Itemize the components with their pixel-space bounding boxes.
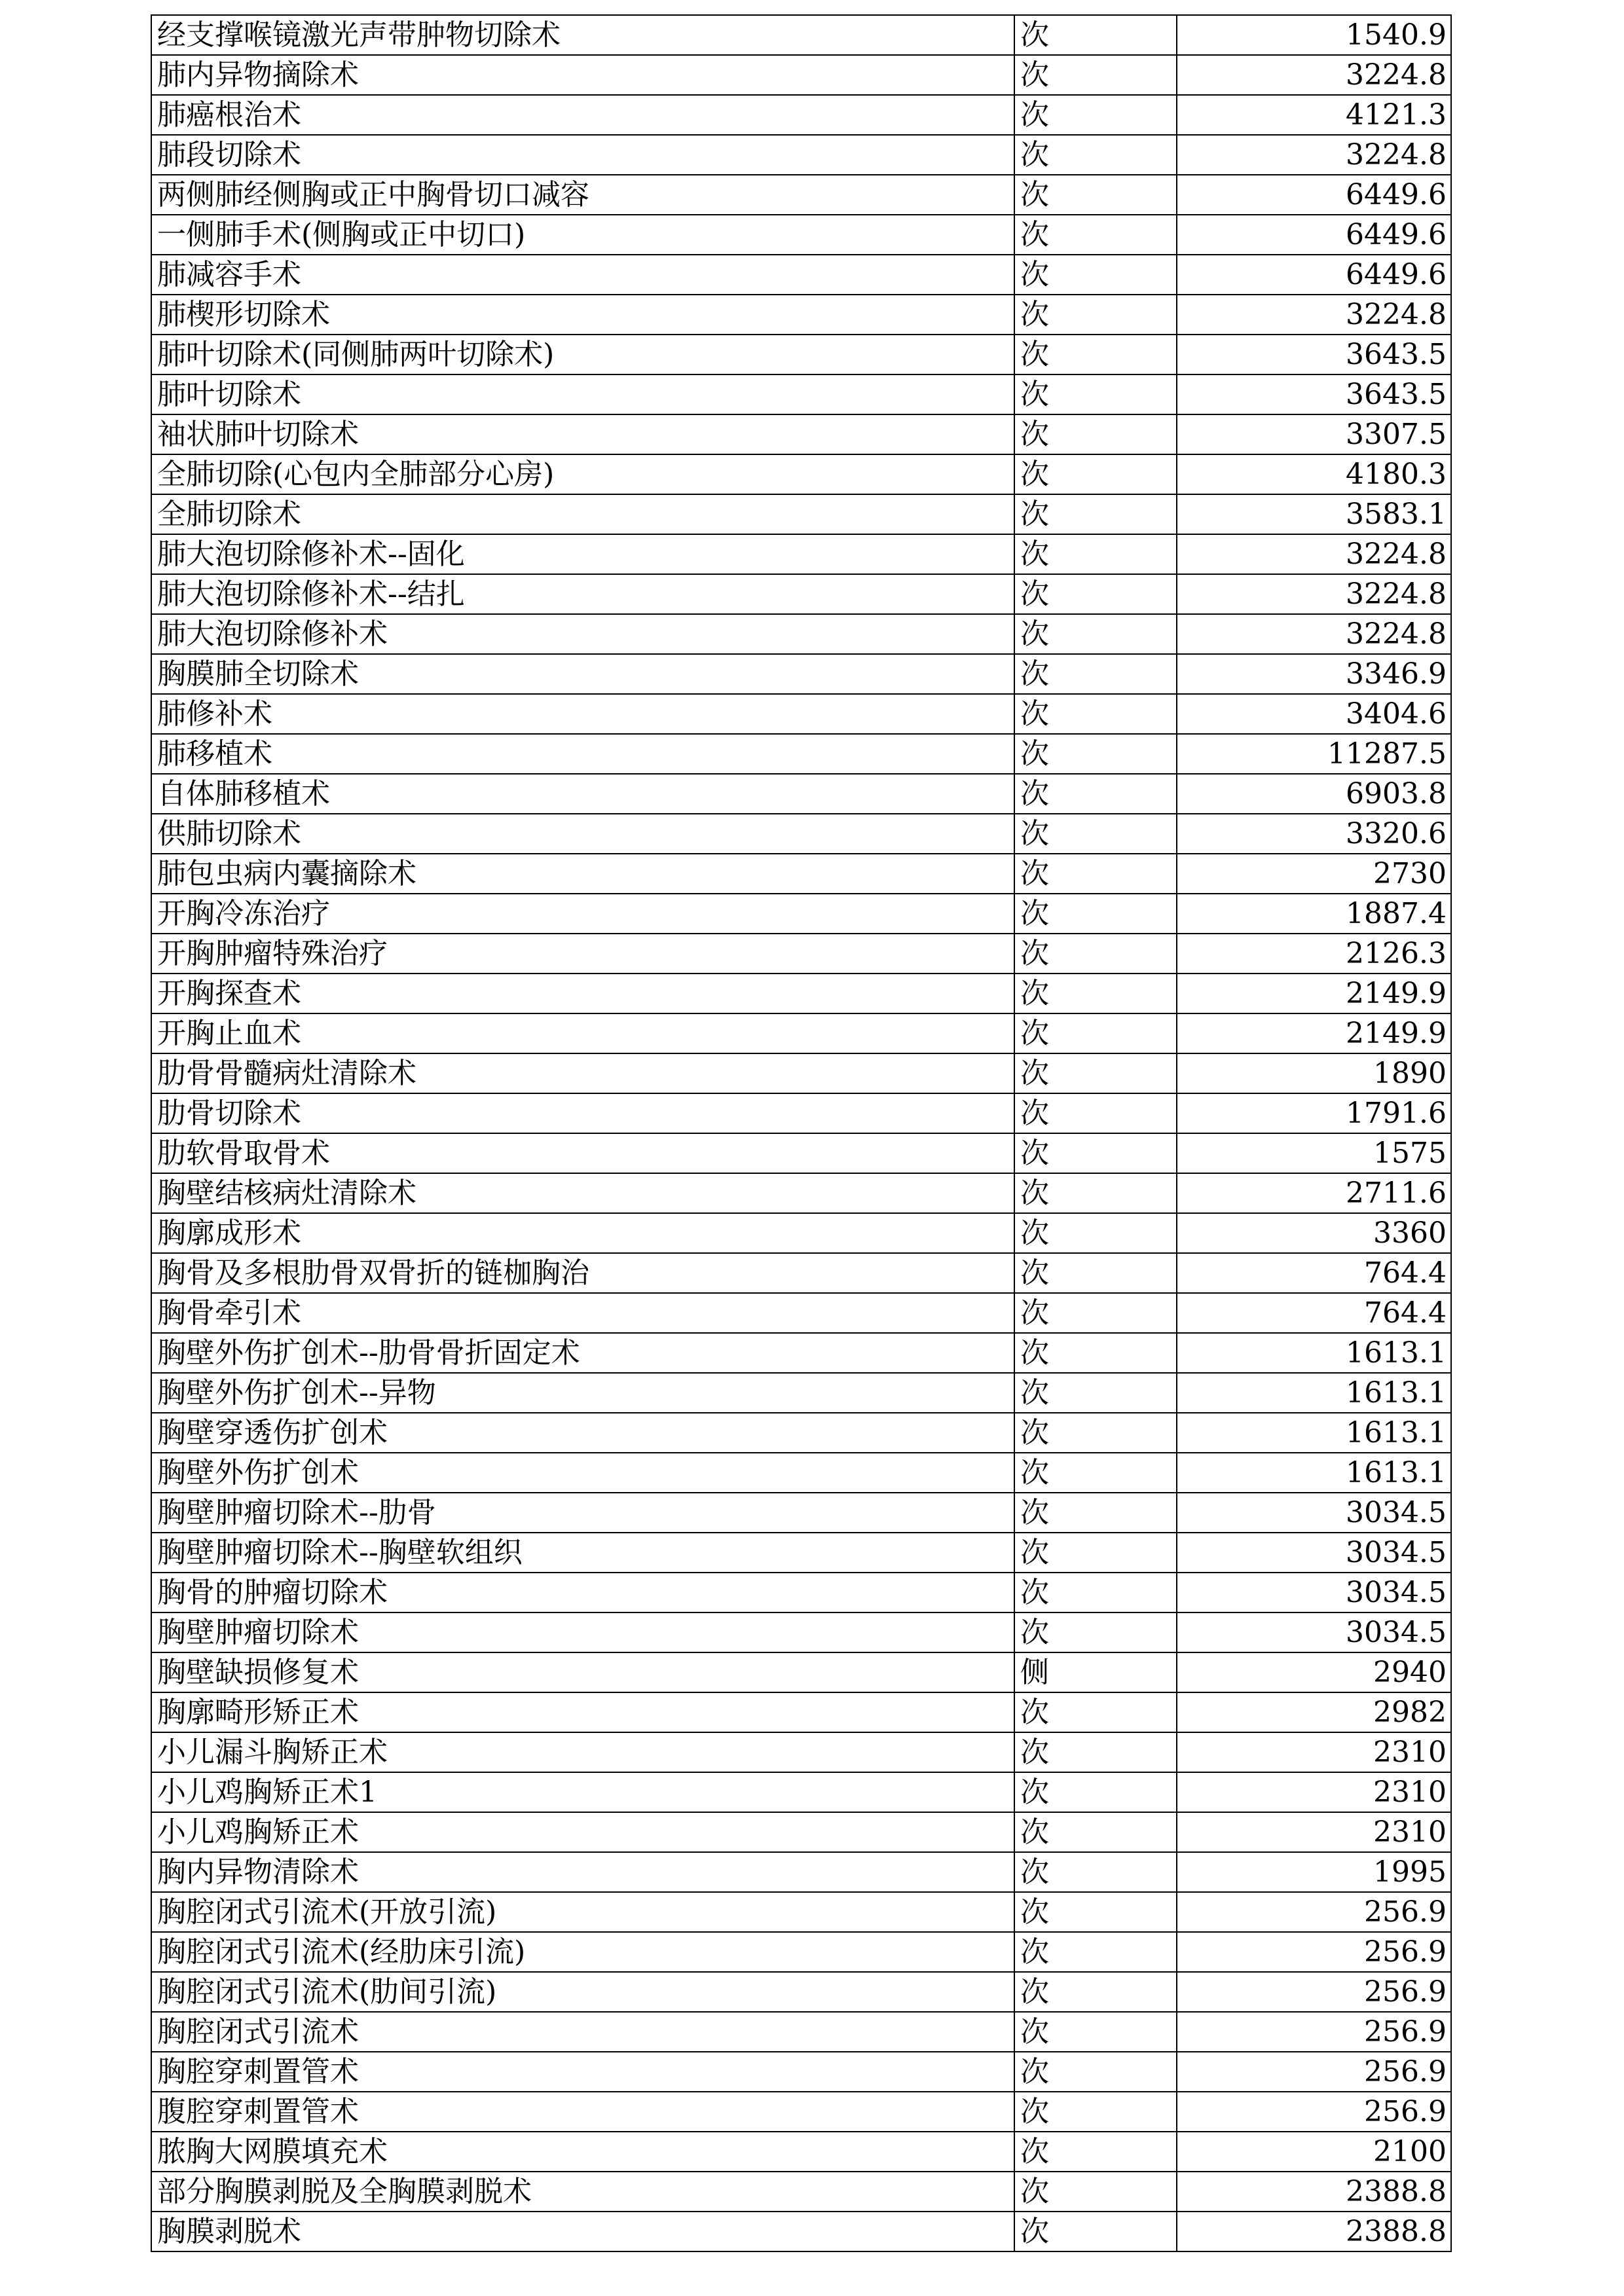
price-cell: 3583.1 <box>1177 494 1451 534</box>
procedure-name-cell: 肋骨切除术 <box>151 1093 1014 1133</box>
price-cell: 4121.3 <box>1177 95 1451 135</box>
table-row <box>151 1613 1451 1652</box>
unit-cell: 次 <box>1014 1293 1177 1333</box>
unit-cell: 次 <box>1014 1493 1177 1533</box>
price-cell: 3643.5 <box>1177 335 1451 374</box>
price-cell: 3360 <box>1177 1213 1451 1253</box>
price-cell: 3224.8 <box>1177 614 1451 654</box>
price-cell: 3404.6 <box>1177 694 1451 734</box>
procedure-name-cell: 经支撑喉镜激光声带肿物切除术 <box>151 15 1014 55</box>
table-row <box>151 1972 1451 2012</box>
price-cell: 2940 <box>1177 1652 1451 1692</box>
table-body <box>151 15 1451 2251</box>
unit-cell: 次 <box>1014 374 1177 414</box>
table-row <box>151 1133 1451 1173</box>
price-cell: 3034.5 <box>1177 1533 1451 1573</box>
table-row <box>151 1932 1451 1972</box>
price-cell: 2149.9 <box>1177 1013 1451 1053</box>
table-row <box>151 1333 1451 1373</box>
unit-cell: 次 <box>1014 1133 1177 1173</box>
price-cell: 1613.1 <box>1177 1373 1451 1413</box>
unit-cell: 次 <box>1014 175 1177 215</box>
procedure-name-cell: 胸腔穿刺置管术 <box>151 2052 1014 2092</box>
price-cell: 3034.5 <box>1177 1613 1451 1652</box>
unit-cell: 次 <box>1014 894 1177 934</box>
table-row <box>151 1852 1451 1892</box>
unit-cell: 次 <box>1014 1013 1177 1053</box>
price-cell: 2388.8 <box>1177 2172 1451 2212</box>
unit-cell: 次 <box>1014 295 1177 335</box>
unit-cell: 次 <box>1014 574 1177 614</box>
table-row <box>151 1413 1451 1453</box>
price-cell: 3307.5 <box>1177 414 1451 454</box>
unit-cell: 次 <box>1014 974 1177 1013</box>
table-row <box>151 15 1451 55</box>
procedure-name-cell: 肋软骨取骨术 <box>151 1133 1014 1173</box>
price-cell: 3320.6 <box>1177 814 1451 854</box>
table-row <box>151 934 1451 974</box>
price-cell: 6449.6 <box>1177 175 1451 215</box>
price-cell: 2310 <box>1177 1812 1451 1852</box>
table-row <box>151 894 1451 934</box>
price-cell: 6903.8 <box>1177 774 1451 814</box>
price-cell: 2388.8 <box>1177 2212 1451 2251</box>
table-row <box>151 2132 1451 2172</box>
table-row <box>151 694 1451 734</box>
procedure-name-cell: 胸骨的肿瘤切除术 <box>151 1573 1014 1613</box>
procedure-name-cell: 全肺切除(心包内全肺部分心房) <box>151 454 1014 494</box>
price-cell: 6449.6 <box>1177 215 1451 255</box>
unit-cell: 次 <box>1014 1453 1177 1493</box>
price-cell: 6449.6 <box>1177 255 1451 295</box>
price-cell: 1890 <box>1177 1053 1451 1093</box>
price-cell: 1613.1 <box>1177 1453 1451 1493</box>
procedure-name-cell: 胸壁缺损修复术 <box>151 1652 1014 1692</box>
unit-cell: 次 <box>1014 2092 1177 2132</box>
table-row <box>151 734 1451 774</box>
table-row <box>151 1053 1451 1093</box>
unit-cell: 次 <box>1014 255 1177 295</box>
unit-cell: 次 <box>1014 854 1177 894</box>
price-cell: 1613.1 <box>1177 1333 1451 1373</box>
procedure-name-cell: 胸腔闭式引流术 <box>151 2012 1014 2052</box>
procedure-name-cell: 胸壁外伤扩创术 <box>151 1453 1014 1493</box>
procedure-name-cell: 胸壁肿瘤切除术 <box>151 1613 1014 1652</box>
unit-cell: 次 <box>1014 1772 1177 1812</box>
procedure-name-cell: 小儿鸡胸矫正术1 <box>151 1772 1014 1812</box>
table-row <box>151 494 1451 534</box>
procedure-name-cell: 胸壁外伤扩创术--肋骨骨折固定术 <box>151 1333 1014 1373</box>
procedure-name-cell: 腹腔穿刺置管术 <box>151 2092 1014 2132</box>
unit-cell: 次 <box>1014 1573 1177 1613</box>
procedure-name-cell: 袖状肺叶切除术 <box>151 414 1014 454</box>
procedure-name-cell: 胸膜肺全切除术 <box>151 654 1014 694</box>
table-row <box>151 2212 1451 2251</box>
unit-cell: 次 <box>1014 2052 1177 2092</box>
procedure-name-cell: 脓胸大网膜填充术 <box>151 2132 1014 2172</box>
procedure-name-cell: 一侧肺手术(侧胸或正中切口) <box>151 215 1014 255</box>
unit-cell: 次 <box>1014 1732 1177 1772</box>
procedure-name-cell: 开胸探查术 <box>151 974 1014 1013</box>
procedure-name-cell: 肺癌根治术 <box>151 95 1014 135</box>
price-cell: 3224.8 <box>1177 534 1451 574</box>
unit-cell: 次 <box>1014 55 1177 95</box>
price-cell: 764.4 <box>1177 1253 1451 1293</box>
table-row <box>151 1533 1451 1573</box>
price-cell: 4180.3 <box>1177 454 1451 494</box>
procedure-name-cell: 小儿鸡胸矫正术 <box>151 1812 1014 1852</box>
procedure-name-cell: 肺移植术 <box>151 734 1014 774</box>
price-cell: 1887.4 <box>1177 894 1451 934</box>
price-cell: 1995 <box>1177 1852 1451 1892</box>
table-row <box>151 2172 1451 2212</box>
price-cell: 3224.8 <box>1177 135 1451 175</box>
unit-cell: 次 <box>1014 2012 1177 2052</box>
table-row <box>151 1892 1451 1932</box>
procedure-name-cell: 肺叶切除术(同侧肺两叶切除术) <box>151 335 1014 374</box>
table-row <box>151 1253 1451 1293</box>
procedure-name-cell: 胸壁结核病灶清除术 <box>151 1173 1014 1213</box>
price-cell: 764.4 <box>1177 1293 1451 1333</box>
price-cell: 256.9 <box>1177 2012 1451 2052</box>
table-row <box>151 1453 1451 1493</box>
unit-cell: 次 <box>1014 1053 1177 1093</box>
procedure-name-cell: 胸廓畸形矫正术 <box>151 1692 1014 1732</box>
unit-cell: 次 <box>1014 1213 1177 1253</box>
price-cell: 2982 <box>1177 1692 1451 1732</box>
procedure-name-cell: 胸壁肿瘤切除术--胸壁软组织 <box>151 1533 1014 1573</box>
table-row <box>151 2092 1451 2132</box>
procedure-name-cell: 两侧肺经侧胸或正中胸骨切口减容 <box>151 175 1014 215</box>
table-row <box>151 534 1451 574</box>
procedure-name-cell: 自体肺移植术 <box>151 774 1014 814</box>
price-cell: 256.9 <box>1177 1932 1451 1972</box>
unit-cell: 次 <box>1014 335 1177 374</box>
procedure-name-cell: 胸骨及多根肋骨双骨折的链枷胸治 <box>151 1253 1014 1293</box>
table-row <box>151 374 1451 414</box>
price-cell: 1791.6 <box>1177 1093 1451 1133</box>
price-cell: 3224.8 <box>1177 574 1451 614</box>
unit-cell: 次 <box>1014 1892 1177 1932</box>
price-cell: 2711.6 <box>1177 1173 1451 1213</box>
table-row <box>151 335 1451 374</box>
price-cell: 3346.9 <box>1177 654 1451 694</box>
procedure-name-cell: 肺包虫病内囊摘除术 <box>151 854 1014 894</box>
table-row <box>151 654 1451 694</box>
price-cell: 1575 <box>1177 1133 1451 1173</box>
price-cell: 2310 <box>1177 1732 1451 1772</box>
table-row <box>151 1812 1451 1852</box>
unit-cell: 次 <box>1014 135 1177 175</box>
unit-cell: 次 <box>1014 2212 1177 2251</box>
table-row <box>151 1652 1451 1692</box>
procedure-name-cell: 肺大泡切除修补术--固化 <box>151 534 1014 574</box>
table-row <box>151 814 1451 854</box>
unit-cell: 次 <box>1014 454 1177 494</box>
price-cell: 256.9 <box>1177 2092 1451 2132</box>
price-table <box>151 14 1452 2252</box>
unit-cell: 次 <box>1014 15 1177 55</box>
unit-cell: 次 <box>1014 1932 1177 1972</box>
procedure-name-cell: 胸内异物清除术 <box>151 1852 1014 1892</box>
table-row <box>151 774 1451 814</box>
price-cell: 2126.3 <box>1177 934 1451 974</box>
unit-cell: 次 <box>1014 614 1177 654</box>
unit-cell: 次 <box>1014 694 1177 734</box>
procedure-name-cell: 肺修补术 <box>151 694 1014 734</box>
price-cell: 256.9 <box>1177 1972 1451 2012</box>
procedure-name-cell: 胸膜剥脱术 <box>151 2212 1014 2251</box>
table-row <box>151 454 1451 494</box>
price-cell: 3643.5 <box>1177 374 1451 414</box>
table-row <box>151 55 1451 95</box>
unit-cell: 次 <box>1014 534 1177 574</box>
price-cell: 2730 <box>1177 854 1451 894</box>
procedure-name-cell: 肺楔形切除术 <box>151 295 1014 335</box>
table-row <box>151 1173 1451 1213</box>
table-row <box>151 175 1451 215</box>
unit-cell: 次 <box>1014 734 1177 774</box>
procedure-name-cell: 胸壁穿透伤扩创术 <box>151 1413 1014 1453</box>
table-row <box>151 1213 1451 1253</box>
price-cell: 1540.9 <box>1177 15 1451 55</box>
table-row <box>151 1573 1451 1613</box>
price-cell: 256.9 <box>1177 2052 1451 2092</box>
unit-cell: 次 <box>1014 95 1177 135</box>
unit-cell: 次 <box>1014 1692 1177 1732</box>
unit-cell: 次 <box>1014 1093 1177 1133</box>
unit-cell: 次 <box>1014 1173 1177 1213</box>
table-row <box>151 215 1451 255</box>
procedure-name-cell: 胸腔闭式引流术(经肋床引流) <box>151 1932 1014 1972</box>
procedure-name-cell: 胸壁肿瘤切除术--肋骨 <box>151 1493 1014 1533</box>
table-row <box>151 1692 1451 1732</box>
table-row <box>151 295 1451 335</box>
unit-cell: 次 <box>1014 2132 1177 2172</box>
unit-cell: 次 <box>1014 1812 1177 1852</box>
procedure-name-cell: 小儿漏斗胸矫正术 <box>151 1732 1014 1772</box>
table-row <box>151 1093 1451 1133</box>
procedure-name-cell: 开胸肿瘤特殊治疗 <box>151 934 1014 974</box>
procedure-name-cell: 供肺切除术 <box>151 814 1014 854</box>
table-row <box>151 1493 1451 1533</box>
unit-cell: 次 <box>1014 1533 1177 1573</box>
unit-cell: 次 <box>1014 494 1177 534</box>
procedure-name-cell: 胸腔闭式引流术(开放引流) <box>151 1892 1014 1932</box>
price-cell: 2100 <box>1177 2132 1451 2172</box>
price-cell: 3224.8 <box>1177 295 1451 335</box>
procedure-name-cell: 胸腔闭式引流术(肋间引流) <box>151 1972 1014 2012</box>
table-row <box>151 1293 1451 1333</box>
procedure-name-cell: 肺段切除术 <box>151 135 1014 175</box>
procedure-name-cell: 肺大泡切除修补术 <box>151 614 1014 654</box>
price-cell: 2310 <box>1177 1772 1451 1812</box>
price-cell: 2149.9 <box>1177 974 1451 1013</box>
table-row <box>151 255 1451 295</box>
unit-cell: 次 <box>1014 215 1177 255</box>
unit-cell: 次 <box>1014 1413 1177 1453</box>
unit-cell: 次 <box>1014 1613 1177 1652</box>
price-cell: 11287.5 <box>1177 734 1451 774</box>
unit-cell: 次 <box>1014 654 1177 694</box>
procedure-name-cell: 胸骨牵引术 <box>151 1293 1014 1333</box>
procedure-name-cell: 肺减容手术 <box>151 255 1014 295</box>
table-row <box>151 614 1451 654</box>
table-row <box>151 414 1451 454</box>
price-cell: 3034.5 <box>1177 1493 1451 1533</box>
table-row <box>151 1732 1451 1772</box>
table-row <box>151 974 1451 1013</box>
table-row <box>151 135 1451 175</box>
table-row <box>151 854 1451 894</box>
price-cell: 3034.5 <box>1177 1573 1451 1613</box>
unit-cell: 次 <box>1014 1852 1177 1892</box>
procedure-name-cell: 胸廓成形术 <box>151 1213 1014 1253</box>
procedure-name-cell: 肋骨骨髓病灶清除术 <box>151 1053 1014 1093</box>
unit-cell: 次 <box>1014 2172 1177 2212</box>
procedure-name-cell: 开胸止血术 <box>151 1013 1014 1053</box>
unit-cell: 次 <box>1014 1373 1177 1413</box>
procedure-name-cell: 肺内异物摘除术 <box>151 55 1014 95</box>
table-row <box>151 2012 1451 2052</box>
unit-cell: 次 <box>1014 1253 1177 1293</box>
table-row <box>151 1013 1451 1053</box>
price-cell: 256.9 <box>1177 1892 1451 1932</box>
table-row <box>151 2052 1451 2092</box>
procedure-name-cell: 全肺切除术 <box>151 494 1014 534</box>
procedure-name-cell: 胸壁外伤扩创术--异物 <box>151 1373 1014 1413</box>
procedure-name-cell: 肺大泡切除修补术--结扎 <box>151 574 1014 614</box>
unit-cell: 侧 <box>1014 1652 1177 1692</box>
unit-cell: 次 <box>1014 1333 1177 1373</box>
procedure-name-cell: 肺叶切除术 <box>151 374 1014 414</box>
unit-cell: 次 <box>1014 414 1177 454</box>
table-row <box>151 95 1451 135</box>
unit-cell: 次 <box>1014 814 1177 854</box>
procedure-name-cell: 部分胸膜剥脱及全胸膜剥脱术 <box>151 2172 1014 2212</box>
table-row <box>151 574 1451 614</box>
unit-cell: 次 <box>1014 934 1177 974</box>
price-cell: 3224.8 <box>1177 55 1451 95</box>
procedure-name-cell: 开胸冷冻治疗 <box>151 894 1014 934</box>
table-row <box>151 1772 1451 1812</box>
unit-cell: 次 <box>1014 1972 1177 2012</box>
table-row <box>151 1373 1451 1413</box>
price-cell: 1613.1 <box>1177 1413 1451 1453</box>
unit-cell: 次 <box>1014 774 1177 814</box>
